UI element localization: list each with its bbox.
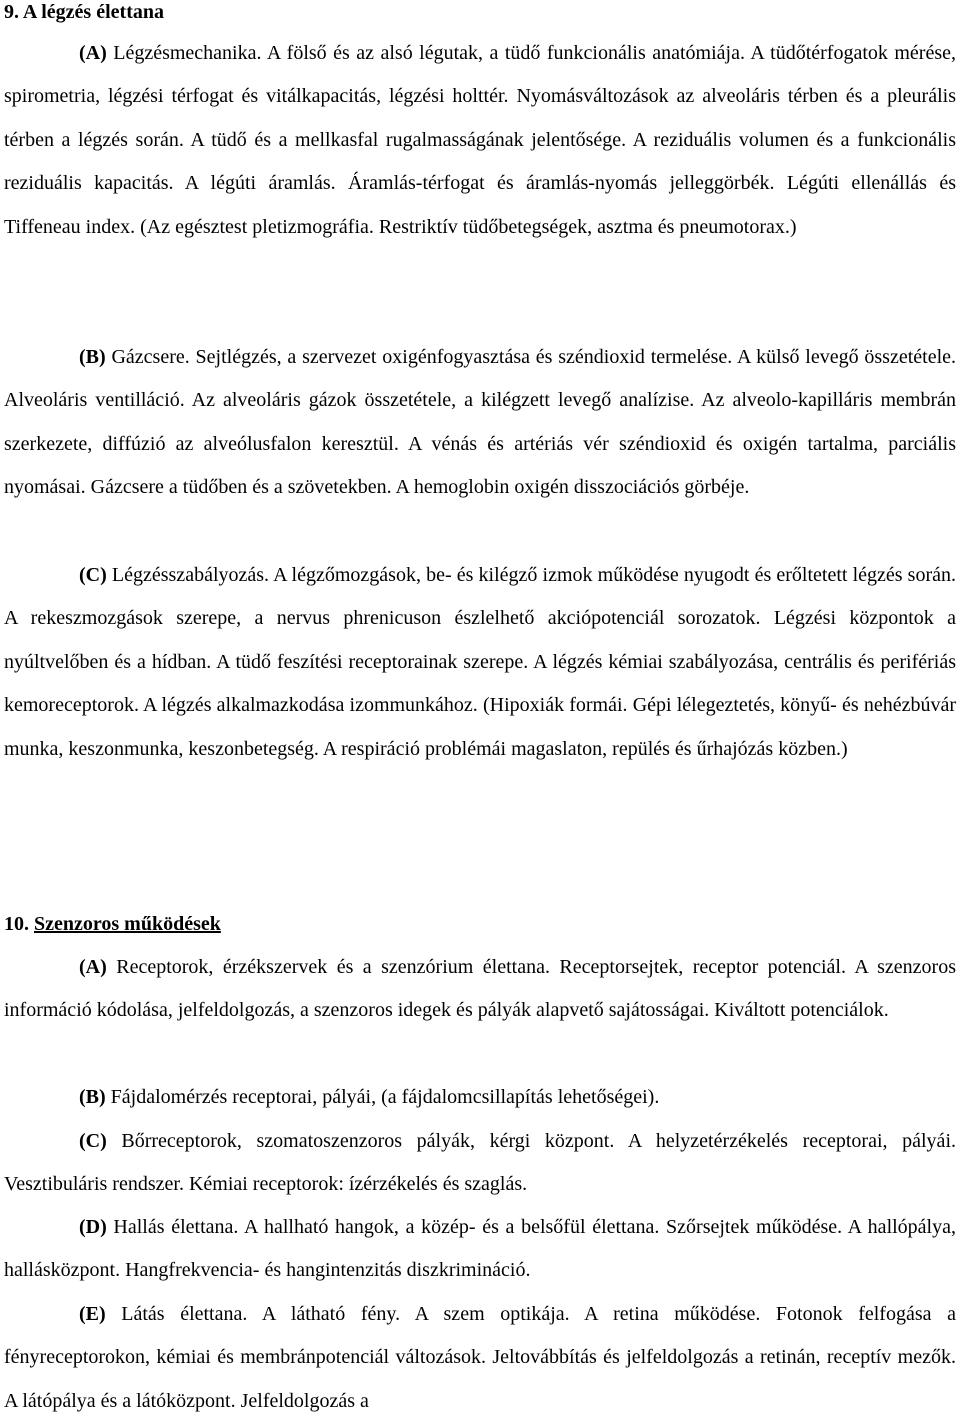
section-10-paragraph-b: [4, 1076, 956, 1119]
paragraph-label: (D): [79, 1216, 107, 1238]
section-9-paragraph-b: [4, 336, 956, 510]
section-9-paragraph-c: [4, 554, 956, 771]
section-title-text: A légzés élettana: [22, 1, 164, 23]
paragraph-text: Hallás élettana. A hallható hangok, a közép- és a belsőfül élettana. Szőrsejtek működése. A hallópálya, hallásközpont. Hangfrekvencia- és hangintenzitás diszkrimináció.: [4, 1216, 956, 1282]
paragraph-text: Gázcsere. Sejtlégzés, a szervezet oxigénfogyasztása és széndioxid termelése. A külső levegő összetétele. Alveoláris ventilláció. Az alveoláris gázok összetétele, a kilégzett levegő analízise. Az alveolo-kapilláris membrán szerkezete, diffúzió az alveólusfalon keresztül. A vénás és artériás vér széndioxid és oxigén tartalma, parciális nyomásai. Gázcsere a tüdőben és a szövetekben. A hemoglobin oxigén disszociációs görbéje.: [4, 346, 956, 499]
paragraph-text: Fájdalomérzés receptorai, pályái, (a fájdalomcsillapítás lehetőségei).: [105, 1086, 660, 1108]
paragraph-label: (C): [79, 564, 107, 586]
paragraph-text: Receptorok, érzékszervek és a szenzórium élettana. Receptorsejtek, receptor potenciál. A szenzoros információ kódolása, jelfeldolgozás, a szenzoros idegek és pályák alapvető sajátosságai. Kiváltott potenciálok.: [4, 956, 956, 1022]
section-9-paragraph-a: [4, 32, 956, 249]
paragraph-label: (B): [79, 1086, 106, 1108]
paragraph-text: Légzésszabályozás. A légzőmozgások, be- és kilégző izmok működése nyugodt és erőltetett légzés során. A rekeszmozgások szerepe, a nervus phrenicuson észlelhető akciópotenciál sorozatok. Légzési központok a nyúltvelőben és a hídban. A tüdő feszítési receptorainak szerepe. A légzés kémiai szabályozása, centrális és perifériás kemoreceptorok. A légzés alkalmazkodása izommunkához. (Hipoxiák formái. Gépi lélegeztetés, könyű- és nehézbúvár munka, keszonmunka, keszonbetegség. A respiráció problémái magaslaton, repülés és űrhajózás közben.): [4, 564, 956, 760]
paragraph-label: (A): [79, 42, 107, 64]
paragraph-label: (C): [79, 1130, 107, 1152]
section-10-heading: [4, 912, 221, 936]
paragraph-text: Légzésmechanika. A fölső és az alsó légutak, a tüdő funkcionális anatómiája. A tüdőtérfogatok mérése, spirometria, légzési térfogat és vitálkapacitás, légzési holttér. Nyomásváltozások az alveoláris térben és a pleurális térben a légzés során. A tüdő és a mellkasfal rugalmasságának jelentősége. A reziduális volumen és a funkcionális reziduális kapacitás. A légúti áramlás. Áramlás-térfogat és áramlás-nyomás jelleggörbék. Légúti ellenállás és Tiffeneau index. (Az egésztest pletizmográfia. Restriktív tüdőbetegségek, asztma és pneumotorax.): [4, 42, 956, 238]
paragraph-label: (E): [79, 1303, 106, 1325]
paragraph-text: Bőrreceptorok, szomatoszenzoros pályák, kérgi központ. A helyzetérzékelés receptorai, pályái. Vesztibuláris rendszer. Kémiai receptorok: ízérzékelés és szaglás.: [4, 1130, 956, 1196]
paragraph-label: (B): [79, 346, 106, 368]
section-10-paragraph-d: [4, 1206, 956, 1293]
section-number: 10.: [4, 913, 29, 935]
section-10-paragraph-e: [4, 1293, 956, 1423]
section-10-paragraph-c: [4, 1120, 956, 1207]
section-title-text: Szenzoros működések: [34, 913, 221, 935]
section-number: 9.: [4, 1, 19, 23]
paragraph-label: (A): [79, 956, 107, 978]
section-10-paragraph-a: [4, 946, 956, 1033]
paragraph-text: Látás élettana. A látható fény. A szem optikája. A retina működése. Fotonok felfogása a fényreceptorokon, kémiai és membránpotenciál változások. Jeltovábbítás és jelfeldolgozás a retinán, receptív mezők. A látópálya és a látóközpont. Jelfeldolgozás a: [4, 1303, 956, 1412]
section-9-heading: [4, 0, 164, 24]
